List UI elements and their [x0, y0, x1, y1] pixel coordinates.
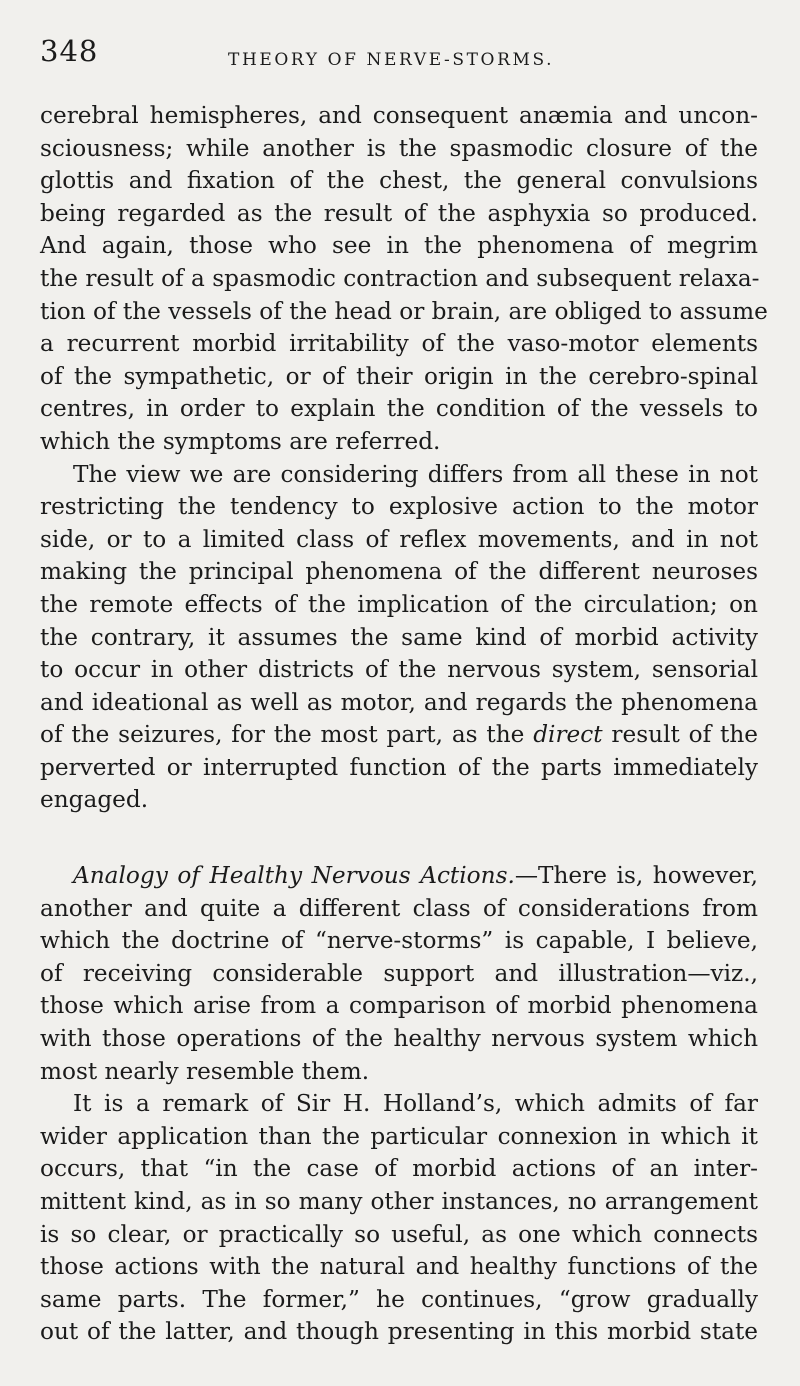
text-line: another and quite a different class of considerations from — [40, 894, 758, 922]
text-line: tion of the vessels of the head or brain, are obliged to assume — [40, 297, 768, 325]
section-heading: Analogy of Healthy Nervous Actions. — [73, 862, 515, 890]
text-line: those which arise from a comparison of morbid phenomena — [40, 992, 758, 1020]
text-line: the contrary, it assumes the same kind of morbid activity — [40, 623, 758, 651]
text-line: those actions with the natural and healthy functions of the — [40, 1253, 758, 1281]
page-number: 348 — [40, 34, 99, 68]
paragraph — [40, 860, 758, 1088]
text-line: which the doctrine of “nerve-storms” is capable, I believe, — [40, 927, 758, 955]
text-line: engaged. — [40, 786, 149, 814]
text-line: with those operations of the healthy nervous system which — [40, 1025, 758, 1053]
text-line: is so clear, or practically so useful, as one which connects — [40, 1220, 758, 1248]
text-line: being regarded as the result of the asphyxia so produced. — [40, 199, 758, 227]
text-line: It is a remark of Sir H. Holland’s, which admits of far — [73, 1090, 758, 1118]
line-segment: result of the — [602, 721, 758, 749]
text-line: same parts. The former,” he continues, “grow gradually — [40, 1285, 758, 1313]
section-gap — [40, 817, 758, 860]
text-line: which the symptoms are referred. — [40, 427, 441, 455]
text-line — [40, 719, 758, 752]
paragraph — [40, 459, 758, 818]
line-segment: of the seizures, for the most part, as the — [40, 721, 525, 749]
line-segment: —There is, however, — [514, 862, 758, 890]
text-line: cerebral hemispheres, and consequent anæmia and uncon- — [40, 102, 758, 129]
text-line: to occur in other districts of the nervous system, sensorial — [40, 656, 758, 684]
paragraph — [40, 1088, 758, 1349]
text-line: of the sympathetic, or of their origin in the cerebro-spinal — [40, 362, 758, 390]
text-line: the result of a spasmodic contraction and subsequent relaxa- — [40, 264, 760, 292]
text-line: of receiving considerable support and illustration—viz., — [40, 959, 758, 987]
text-line: glottis and fixation of the chest, the general convulsions — [40, 167, 758, 195]
text-line: side, or to a limited class of reflex movements, and in not — [40, 525, 758, 553]
body-text — [40, 100, 768, 1349]
text-line: the remote effects of the implication of the circulation; on — [40, 590, 758, 618]
emphasis-word: direct — [533, 721, 603, 749]
text-line: perverted or interrupted function of the parts immediately — [40, 753, 758, 781]
text-line: occurs, that “in the case of morbid actions of an inter- — [40, 1155, 758, 1183]
text-line: making the principal phenomena of the different neuroses — [40, 558, 758, 586]
paragraph — [40, 100, 768, 459]
text-line: restricting the tendency to explosive action to the motor — [40, 493, 758, 521]
text-line: and ideational as well as motor, and regards the phenomena — [40, 688, 758, 716]
text-line: most nearly resemble them. — [40, 1057, 370, 1085]
text-line: And again, those who see in the phenomena of megrim — [40, 232, 758, 260]
text-line: out of the latter, and though presenting in this morbid state — [40, 1318, 758, 1346]
text-line: The view we are considering differs from all these in not — [73, 460, 758, 488]
text-line: wider application than the particular connexion in which it — [40, 1122, 758, 1150]
text-line: sciousness; while another is the spasmodic closure of the — [40, 134, 758, 162]
text-line: a recurrent morbid irritability of the vaso-motor elements — [40, 330, 758, 358]
text-line — [40, 860, 758, 893]
text-line: centres, in order to explain the condition of the vessels to — [40, 395, 758, 423]
text-line: mittent kind, as in so many other instances, no arrangement — [40, 1188, 758, 1215]
running-title: THEORY OF NERVE-STORMS. — [228, 50, 555, 70]
running-header — [40, 30, 760, 80]
